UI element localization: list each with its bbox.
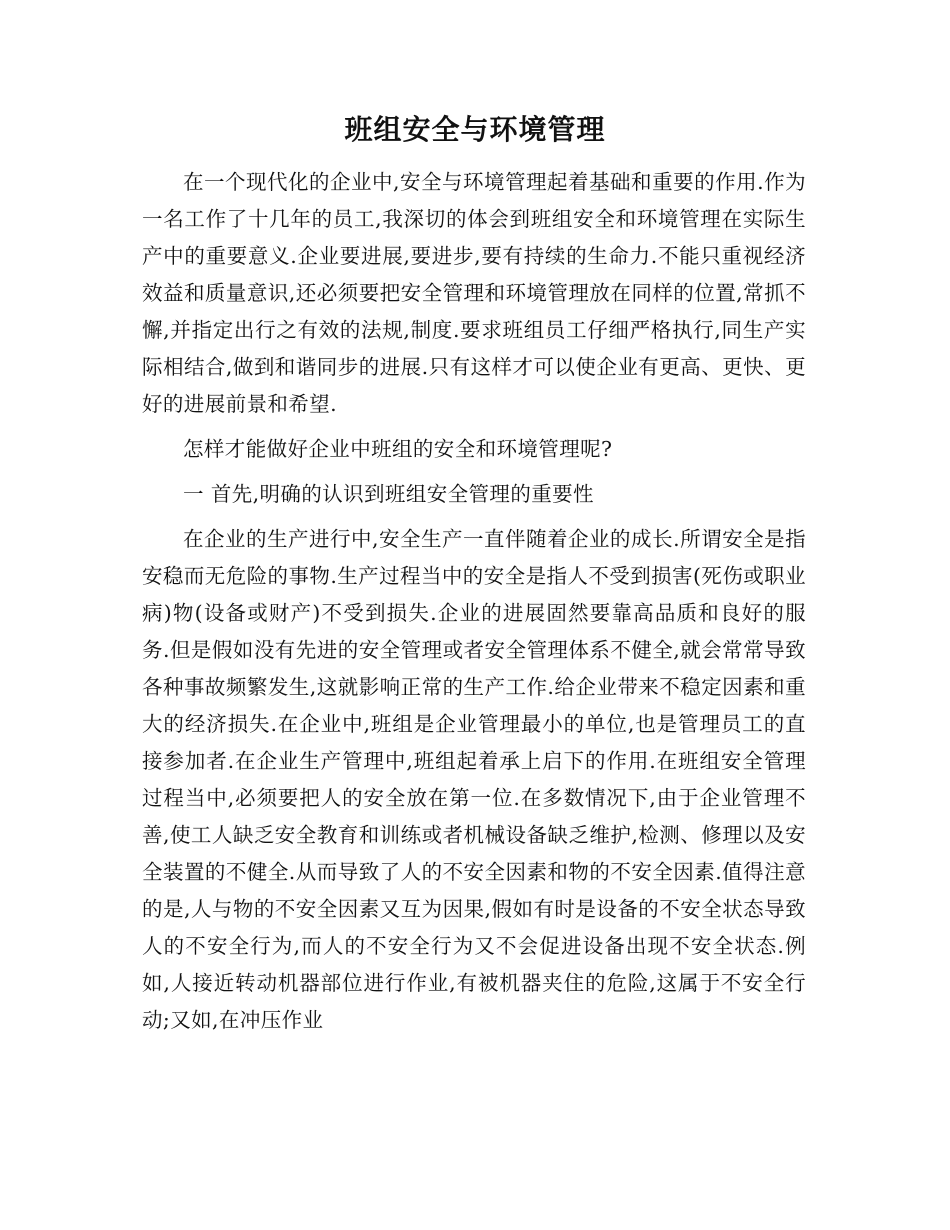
paragraph-section-1: 在企业的生产进行中,安全生产一直伴随着企业的成长.所谓安全是指安稳而无危险的事物.生产过程当中的安全是指人不受到损害(死伤或职业病)物(设备或财产)不受到损失.企业的进展固然要靠高品质和良好的服务.但是假如没有先进的安全管理或者安全管理体系不健全,就会常常导致各种事故频繁发生,这就影响正常的生产工作.给企业带来不稳定因素和重大的经济损失.在企业中,班组是企业管理最小的单位,也是管理员工的直接参加者.在企业生产管理中,班组起着承上启下的作用.在班组安全管理过程当中,必须要把人的安全放在第一位.在多数情况下,由于企业管理不善,使工人缺乏安全教育和训练或者机械设备缺乏维护,检测、修理以及安全装置的不健全.从而导致了人的不安全因素和物的不安全因素.值得注意的是,人与物的不安全因素又互为因果,假如有时是设备的不安全状态导致人的不安全行为,而人的不安全行为又不会促进设备出现不安全状态.例如,人接近转动机器部位进行作业,有被机器夹住的危险,这属于不安全行动;又如,在冲压作业 [142, 527, 806, 1032]
paragraph-question: 怎样才能做好企业中班组的安全和环境管理呢? [183, 437, 613, 461]
paragraph-intro: 在一个现代化的企业中,安全与环境管理起着基础和重要的作用.作为一名工作了十几年的员工,我深切的体会到班组安全和环境管理在实际生产中的重要意义.企业要进展,要进步,要有持续的生命力.不能只重视经济效益和质量意识,还必须要把安全管理和环境管理放在同样的位置,常抓不懈,并指定出行之有效的法规,制度.要求班组员工仔细严格执行,同生产实际相结合,做到和谐同步的进展.只有这样才可以使企业有更高、更快、更好的进展前景和希望. [142, 170, 806, 416]
paragraph-gap [142, 468, 806, 476]
section-heading-1: 一 首先,明确的认识到班组安全管理的重要性 [183, 482, 594, 506]
document-body [142, 164, 806, 1039]
paragraph-gap [142, 423, 806, 431]
document-title: 班组安全与环境管理 [344, 113, 606, 146]
paragraph-gap [142, 513, 806, 521]
